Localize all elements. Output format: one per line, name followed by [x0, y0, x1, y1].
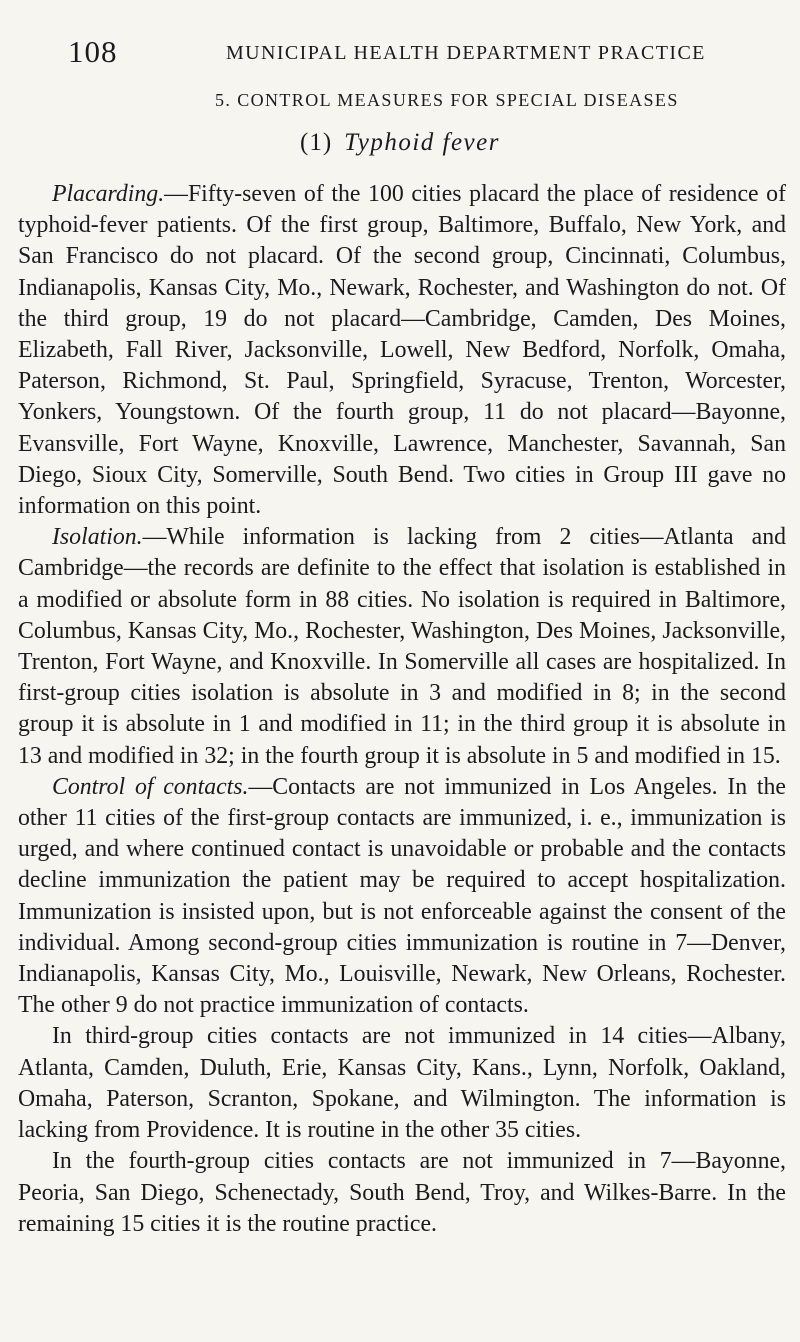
paragraph-fourth-group	[18, 1146, 786, 1240]
paragraph-text: —Contacts are not immunized in Los Angeles. In the other 11 cities of the first-group contacts are immunized, i. e., immunization is urged, and where continued contact is unavoidable or probable and the contacts decline immunization the patient may be required to accept hospitalization. Immunization is insisted upon, but is not enforceable against the consent of the individual. Among second-group cities immunization is routine in 7—Denver, Indianapolis, Kansas City, Mo., Louisville, Newark, New Orleans, Rochester. The other 9 do not practice immunization of contacts.	[18, 773, 786, 1019]
body-text	[18, 179, 786, 1240]
paragraph-lead: Placarding.	[52, 181, 165, 207]
paragraph-text: In the fourth-group cities contacts are not immunized in 7—Bayonne, Peoria, San Diego, Schenectady, South Bend, Troy, and Wilkes-Barre. In the remaining 15 cities it is the routine practice.	[18, 1148, 786, 1237]
section-heading: 5. CONTROL MEASURES FOR SPECIAL DISEASES	[215, 90, 679, 110]
paragraph-text: —Fifty-seven of the 100 cities placard the place of residence of typhoid-fever patients. Of the first group, Baltimore, Buffalo, New York, and San Francisco do not placard. Of the second group, Cincinnati, Columbus, Indianapolis, Kansas City, Mo., Newark, Rochester, and Washington do not. Of the third group, 19 do not placard—Cambridge, Camden, Des Moines, Elizabeth, Fall River, Jacksonville, Lowell, New Bedford, Norfolk, Omaha, Paterson, Richmond, St. Paul, Springfield, Syracuse, Trenton, Worcester, Yonkers, Youngstown. Of the fourth group, 11 do not placard—Bayonne, Evansville, Fort Wayne, Knoxville, Lawrence, Manchester, Savannah, San Diego, Sioux City, Somerville, South Bend. Two cities in Group III gave no information on this point.	[18, 181, 786, 520]
paragraph-third-group	[18, 1021, 786, 1146]
page-number: 108	[68, 34, 118, 69]
subsection-number: (1)	[300, 129, 333, 156]
paragraph-lead: Isolation.	[52, 524, 143, 551]
running-title: MUNICIPAL HEALTH DEPARTMENT PRACTICE	[226, 42, 706, 64]
subsection-title: Typhoid fever	[344, 129, 500, 156]
paragraph-placarding	[18, 179, 786, 522]
paragraph-control-of-contacts	[18, 772, 786, 1022]
paragraph-text: —While information is lacking from 2 cities—Atlanta and Cambridge—the records are definite to the effect that isolation is established in a modified or absolute form in 88 cities. No isolation is required in Baltimore, Columbus, Kansas City, Mo., Rochester, Washington, Des Moines, Jacksonville, Trenton, Fort Wayne, and Knoxville. In Somerville all cases are hospitalized. In first-group cities isolation is absolute in 3 and modified in 8; in the second group it is absolute in 1 and modified in 11; in the third group it is absolute in 13 and modified in 32; in the fourth group it is absolute in 5 and modified in 15.	[18, 524, 786, 769]
subsection-heading	[0, 129, 800, 157]
running-head	[68, 34, 708, 74]
paragraph-lead: Control of contacts.	[52, 773, 249, 800]
paragraph-text: In third-group cities contacts are not immunized in 14 cities—Albany, Atlanta, Camden, Duluth, Erie, Kansas City, Kans., Lynn, Norfolk, Oakland, Omaha, Paterson, Scranton, Spokane, and Wilmington. The information is lacking from Providence. It is routine in the other 35 cities.	[18, 1023, 786, 1144]
paragraph-isolation	[18, 522, 786, 772]
